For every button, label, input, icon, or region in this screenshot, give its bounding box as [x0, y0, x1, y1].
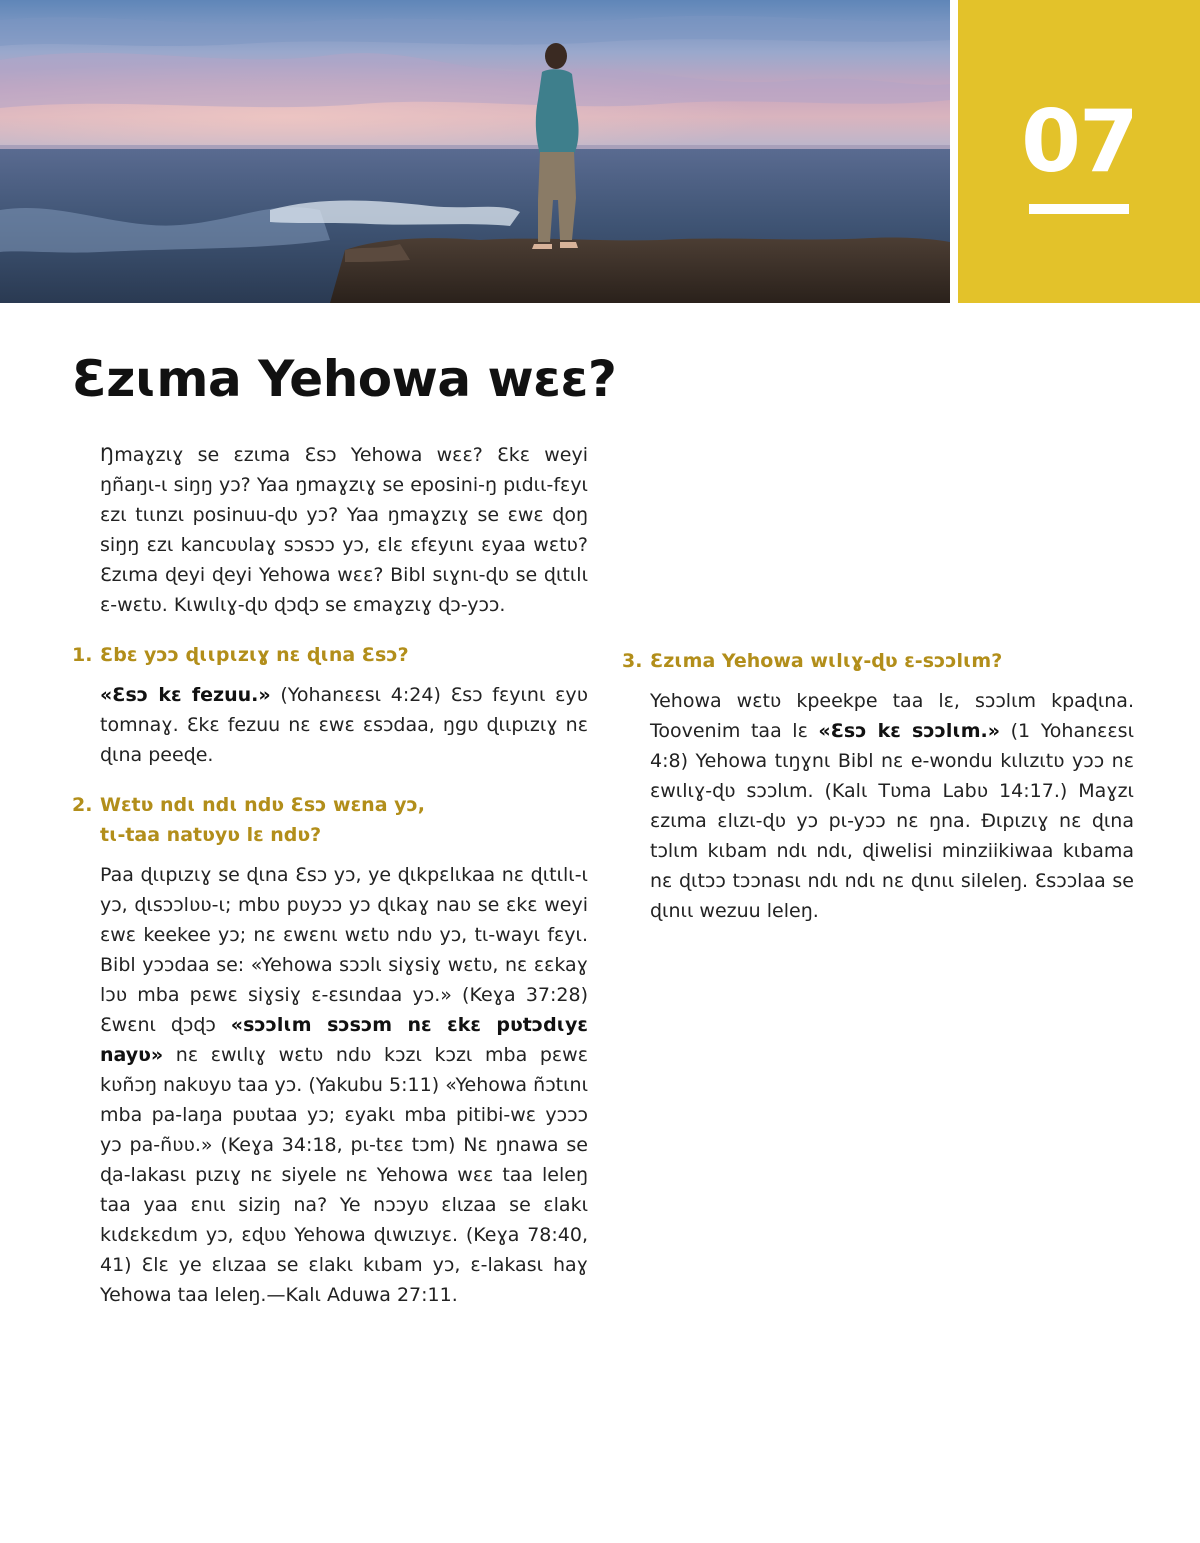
section-3-text-b: (1 Yohanɛɛsɩ 4:8) Yehowa tɩŋɣnɩ Bibl nɛ e-wondu kɩlɩzɩtʋ yɔɔ nɛ ɛwɩlɩɣ-ɖʋ sɔɔlɩm. (Kalɩ Tʋma Labʋ 14:17.) Maɣzɩ ɛzɩma ɛlɩzɩ-ɖʋ yɔ pɩ-yɔɔ nɛ ŋna. Ɖɩpɩzɩɣ nɛ ɖɩna tɔlɩm kɩbam ndɩ ndɩ, ɖiwelisi minziikiwaa kɩbama nɛ ɖɩtɔɔ tɔɔnasɩ ndɩ ndɩ nɛ ɖɩnɩɩ sileleŋ. Ɛsɔɔlaa se ɖɩnɩɩ wezuu leleŋ.: [650, 720, 1134, 922]
section-1-heading: [72, 640, 588, 670]
section-3-question: Ɛzɩma Yehowa wɩlɩɣ-ɖʋ ɛ-sɔɔlɩm?: [650, 650, 1003, 672]
right-column: [622, 440, 1134, 944]
section-2-question-line2: tɩ-taa natʋyʋ lɛ ndʋ?: [100, 824, 322, 846]
page-title: Ɛzɩma Yehowa wɛɛ?: [72, 350, 617, 408]
section-2-heading: [72, 790, 588, 850]
section-2-body: [72, 860, 588, 1310]
section-1-quote: «Ɛsɔ kɛ fezuu.»: [100, 684, 271, 706]
section-3-heading: [622, 646, 1134, 676]
section-1-body: [72, 680, 588, 770]
intro-paragraph: Ŋmaɣzɩɣ se ɛzɩma Ɛsɔ Yehowa wɛɛ? Ɛkɛ weyi ŋñaŋɩ-ɩ siŋŋ yɔ? Yaa ŋmaɣzɩɣ se eposini-ŋ pɩdɩɩ-fɛyɩ ɛzɩ tɩɩnzɩ posinuu-ɖʋ yɔ? Yaa ŋmaɣzɩɣ se ɛwɛ ɖoŋ siŋŋ ɛzɩ kancʋʋlaɣ sɔsɔɔ yɔ, ɛlɛ ɛfɛyɩnɩ ɛyaa wɛtʋ? Ɛzɩma ɖeyi ɖeyi Yehowa wɛɛ? Bibl sɩɣnɩ-ɖʋ se ɖɩtɩlɩ ɛ-wɛtʋ. Kɩwɩlɩɣ-ɖʋ ɖɔɖɔ se ɛmaɣzɩɣ ɖɔ-yɔɔ.: [100, 444, 588, 616]
section-3-number: 3.: [622, 650, 643, 672]
chapter-badge: [958, 0, 1200, 303]
section-2-quote: «sɔɔlɩm sɔsɔm nɛ ɛkɛ pʋtɔdɩyɛ nayʋ»: [100, 1014, 589, 1066]
section-1-question: Ɛbɛ yɔɔ ɖɩɩpɩzɩɣ nɛ ɖɩna Ɛsɔ?: [100, 644, 409, 666]
section-3-quote: «Ɛsɔ kɛ sɔɔlɩm.»: [818, 720, 1001, 742]
section-2-number: 2.: [72, 794, 93, 816]
section-2-text-b: nɛ ɛwɩlɩɣ wɛtʋ ndʋ kɔzɩ kɔzɩ mba pɛwɛ kʋñɔŋ nakʋyʋ taa yɔ. (Yakubu 5:11) «Yehowa ñɔtɩnɩ mba pa-laŋa pʋʋtaa yɔ; ɛyakɩ mba pitibi-wɛ yɔɔɔ yɔ pa-ñʋʋ.» (Keɣa 34:18, pɩ-tɛɛ tɔm) Nɛ ŋnawa se ɖa-lakasɩ pɩzɩɣ nɛ siyele nɛ Yehowa wɛɛ taa leleŋ taa yaa ɛnɩɩ siziŋ na? Ye nɔɔyʋ ɛlɩzaa se ɛlakɩ kɩdɛkɛdɩm yɔ, ɛɖʋʋ Yehowa ɖɩwɩzɩyɛ. (Keɣa 78:40, 41) Ɛlɛ ye ɛlɩzaa se ɛlakɩ kɩbam yɔ, ɛ-lakasɩ haɣ Yehowa taa leleŋ.—Kalɩ Aduwa 27:11.: [100, 1044, 588, 1306]
seaside-man-image: [0, 0, 950, 303]
section-3-body: [622, 686, 1134, 926]
hero-photo: [0, 0, 950, 303]
section-1-text: (Yohanɛɛsɩ 4:24) Ɛsɔ fɛyɩnɩ ɛyʋ tomnaɣ. Ɛkɛ fezuu nɛ ɛwɛ ɛsɔdaa, ŋgʋ ɖɩɩpɩzɩɣ nɛ ɖɩna peeɖe.: [100, 684, 588, 766]
chapter-underline: [1029, 204, 1129, 214]
chapter-number: 07: [1021, 92, 1137, 192]
section-2-text-a: Paa ɖɩɩpɩzɩɣ se ɖɩna Ɛsɔ yɔ, ye ɖɩkpɛlɩkaa nɛ ɖɩtɩlɩ-ɩ yɔ, ɖɩsɔɔlʋʋ-ɩ; mbʋ pʋyɔɔ yɔ ɖɩkaɣ naʋ se ɛkɛ weyi ɛwɛ keekee yɔ; nɛ ɛwɛnɩ wɛtʋ ndʋ yɔ, tɩ-wayɩ fɛyɩ. Bibl yɔɔdaa se: «Yehowa sɔɔlɩ siɣsiɣ wɛtʋ, nɛ ɛɛkaɣ lɔʋ mba pɛwɛ siɣsiɣ ɛ-ɛsɩndaa yɔ.» (Keɣa 37:28) Ɛwɛnɩ ɖɔɖɔ: [100, 864, 588, 1036]
section-1-number: 1.: [72, 644, 93, 666]
section-2-question: Wɛtʋ ndɩ ndɩ ndʋ Ɛsɔ wɛna yɔ,: [100, 794, 426, 816]
section-3-text-a: Yehowa wɛtʋ kpeekpe taa lɛ, sɔɔlɩm kpaɖɩna. Toovenim taa lɛ: [650, 690, 1134, 742]
left-column: [72, 440, 588, 1328]
